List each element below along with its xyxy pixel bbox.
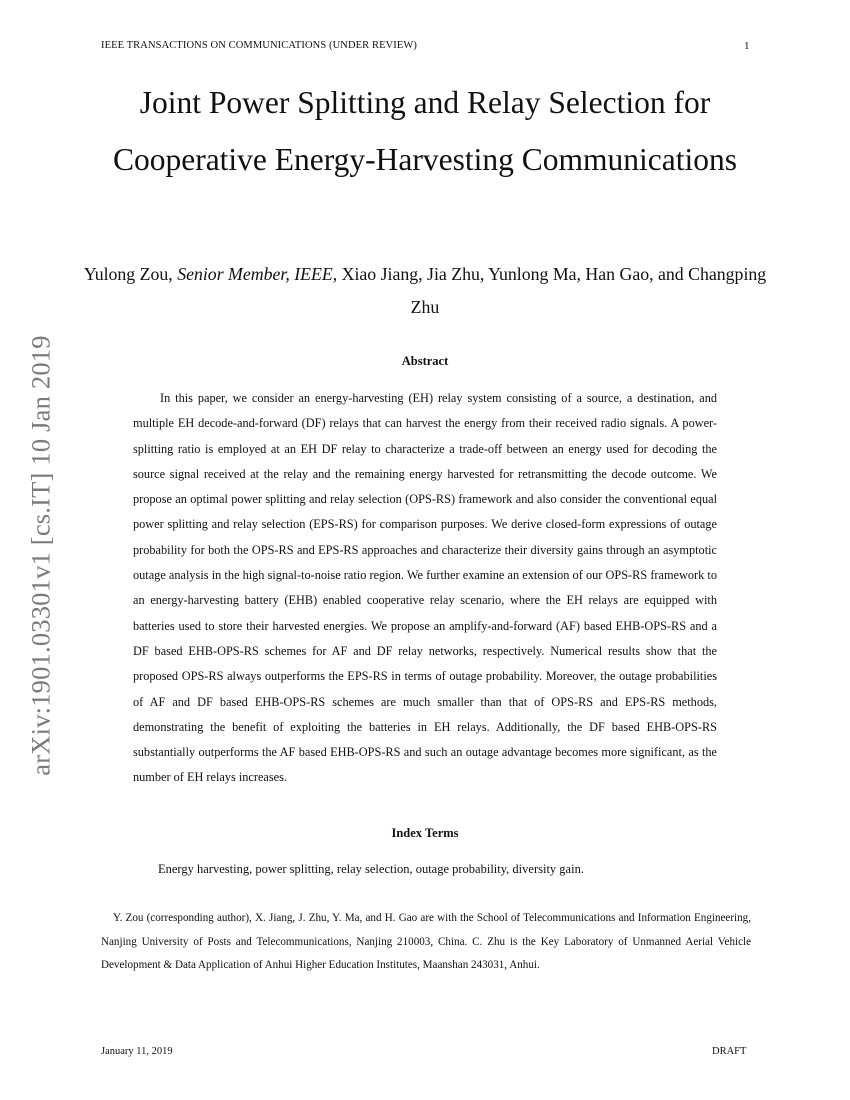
index-terms-body: Energy harvesting, power splitting, relay selection, outage probability, diversity gain. (158, 862, 584, 876)
arxiv-side-stamp (20, 310, 62, 800)
footer-date: January 11, 2019 (101, 1046, 173, 1057)
index-terms-heading: Index Terms (391, 826, 459, 840)
running-header: IEEE TRANSACTIONS ON COMMUNICATIONS (UNDER REVIEW) (101, 40, 418, 51)
arxiv-identifier: arXiv:1901.03301v1 [cs.IT] 10 Jan 2019 (25, 334, 56, 776)
abstract-body: In this paper, we consider an energy-harvesting (EH) relay system consisting of a source, a destination, and multiple EH decode-and-forward (DF) relays that can harvest the energy from their received radio signals. A power-splitting ratio is employed at an EH DF relay to characterize a trade-off between an energy used for decoding the source signal received at the relay and the remaining energy harvested for retransmitting the decode outcome. We propose an optimal power splitting and relay selection (OPS-RS) framework and also consider the conventional equal power splitting and relay selection (EPS-RS) for comparison purposes. We derive closed-form expressions of outage probability for both the OPS-RS and EPS-RS approaches and characterize their diversity gains through an asymptotic outage analysis in the high signal-to-noise ratio region. We further examine an extension of our OPS-RS framework to an energy-harvesting battery (EHB) enabled cooperative relay scenario, where the EH relays are equipped with batteries used to store their harvested energies. We propose an amplify-and-forward (AF) based EHB-OPS-RS and a DF based EHB-OPS-RS schemes for AF and DF relay networks, respectively. Numerical results show that the proposed OPS-RS always outperforms the EPS-RS in terms of outage probability. Moreover, the outage probabilities of AF and DF based EHB-OPS-RS schemes are much smaller than that of OPS-RS and EPS-RS methods, demonstrating the benefit of exploiting the batteries in EH relays. Additionally, the DF based EHB-OPS-RS substantially outperforms the AF based EHB-OPS-RS and such an outage advantage becomes more significant, as the number of EH relays increases. (133, 391, 717, 785)
coauthors: , Xiao Jiang, Jia Zhu, Yunlong Ma, Han Gao, and Changping Zhu (332, 264, 767, 317)
affiliation-footnote: Y. Zou (corresponding author), X. Jiang, J. Zhu, Y. Ma, and H. Gao are with the School of Telecommunications and Information Engineering, Nanjing University of Posts and Telecommunications, Nanjing 210003, China. C. Zhu is the Key Laboratory of Unmanned Aerial Vehicle Development & Data Application of Anhui Higher Education Institutes, Maanshan 243031, Anhui. (101, 912, 751, 971)
paper-title: Joint Power Splitting and Relay Selection for Cooperative Energy-Harvesting Communications (112, 85, 738, 177)
author-list (70, 258, 780, 324)
first-author: Yulong Zou, (83, 264, 178, 284)
abstract-heading: Abstract (401, 354, 449, 368)
page-number: 1 (744, 40, 750, 52)
footer-draft-label: DRAFT (712, 1046, 747, 1057)
first-author-membership: Senior Member, IEEE (177, 264, 333, 284)
